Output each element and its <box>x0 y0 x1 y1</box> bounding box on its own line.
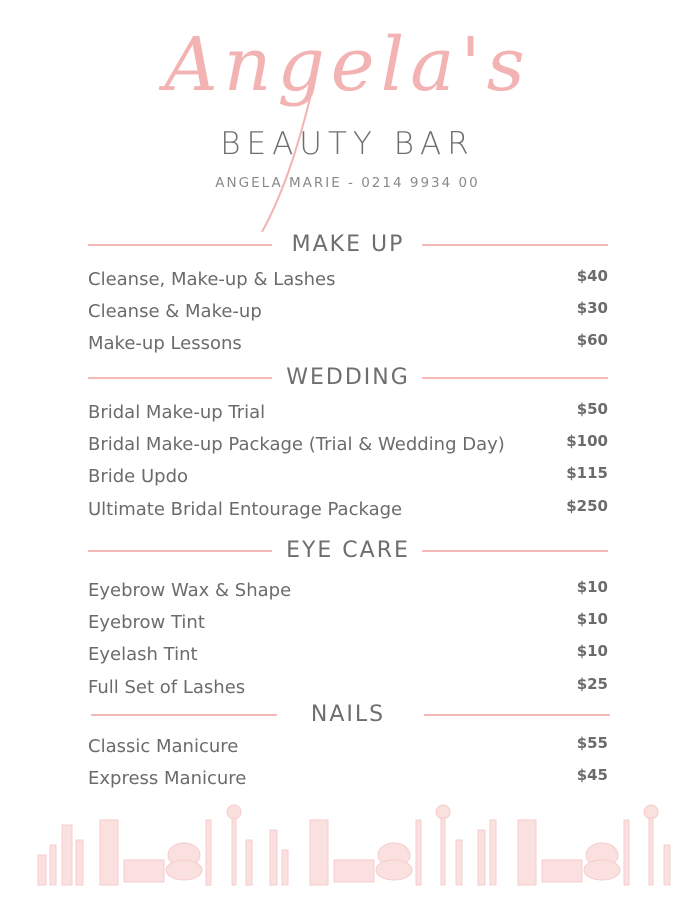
section-rule-right <box>422 550 608 552</box>
service-row <box>88 499 608 523</box>
section-title: MAKE UP <box>291 232 405 257</box>
service-price: $40 <box>576 267 608 285</box>
service-name: Express Manicure <box>88 768 247 789</box>
logo-script-title: Angela's <box>164 22 531 108</box>
brand-name: BEAUTY BAR <box>220 126 475 162</box>
service-price: $100 <box>566 432 608 450</box>
service-price: $25 <box>576 675 608 693</box>
service-row <box>88 580 608 604</box>
service-name: Ultimate Bridal Entourage Package <box>88 499 403 520</box>
service-row <box>88 466 608 490</box>
service-price: $55 <box>576 734 608 752</box>
service-price: $10 <box>576 578 608 596</box>
service-price: $60 <box>576 331 608 349</box>
service-name: Make-up Lessons <box>88 333 242 354</box>
service-name: Classic Manicure <box>88 736 239 757</box>
section-header-eye-care <box>88 537 608 565</box>
service-name: Full Set of Lashes <box>88 677 246 698</box>
service-row <box>88 333 608 357</box>
service-row <box>88 612 608 636</box>
section-header-make-up <box>88 231 608 259</box>
service-price: $115 <box>566 464 608 482</box>
cosmetics-decoration <box>0 800 695 900</box>
section-rule-right <box>422 244 608 246</box>
service-price: $45 <box>576 766 608 784</box>
section-title: EYE CARE <box>286 538 410 563</box>
service-price: $50 <box>576 400 608 418</box>
service-name: Bridal Make-up Trial <box>88 402 266 423</box>
service-price: $10 <box>576 642 608 660</box>
service-name: Cleanse & Make-up <box>88 301 262 322</box>
service-row <box>88 736 608 760</box>
service-row <box>88 402 608 426</box>
section-header-wedding <box>88 364 608 392</box>
service-name: Eyebrow Wax & Shape <box>88 580 292 601</box>
contact-line: ANGELA MARIE - 0214 9934 00 <box>215 175 480 191</box>
section-title: NAILS <box>310 702 386 727</box>
service-row <box>88 768 608 792</box>
service-row <box>88 301 608 325</box>
section-rule-right <box>424 714 610 716</box>
service-name: Cleanse, Make-up & Lashes <box>88 269 336 290</box>
service-name: Bridal Make-up Package (Trial & Wedding Day) <box>88 434 505 455</box>
section-header-nails <box>88 701 608 729</box>
service-row <box>88 434 608 458</box>
service-price: $30 <box>576 299 608 317</box>
service-row <box>88 644 608 668</box>
section-title: WEDDING <box>286 365 410 390</box>
service-name: Eyelash Tint <box>88 644 198 665</box>
service-row <box>88 269 608 293</box>
service-price: $250 <box>566 497 608 515</box>
section-rule-right <box>422 377 608 379</box>
service-name: Bride Updo <box>88 466 189 487</box>
service-name: Eyebrow Tint <box>88 612 205 633</box>
service-row <box>88 677 608 701</box>
service-price: $10 <box>576 610 608 628</box>
